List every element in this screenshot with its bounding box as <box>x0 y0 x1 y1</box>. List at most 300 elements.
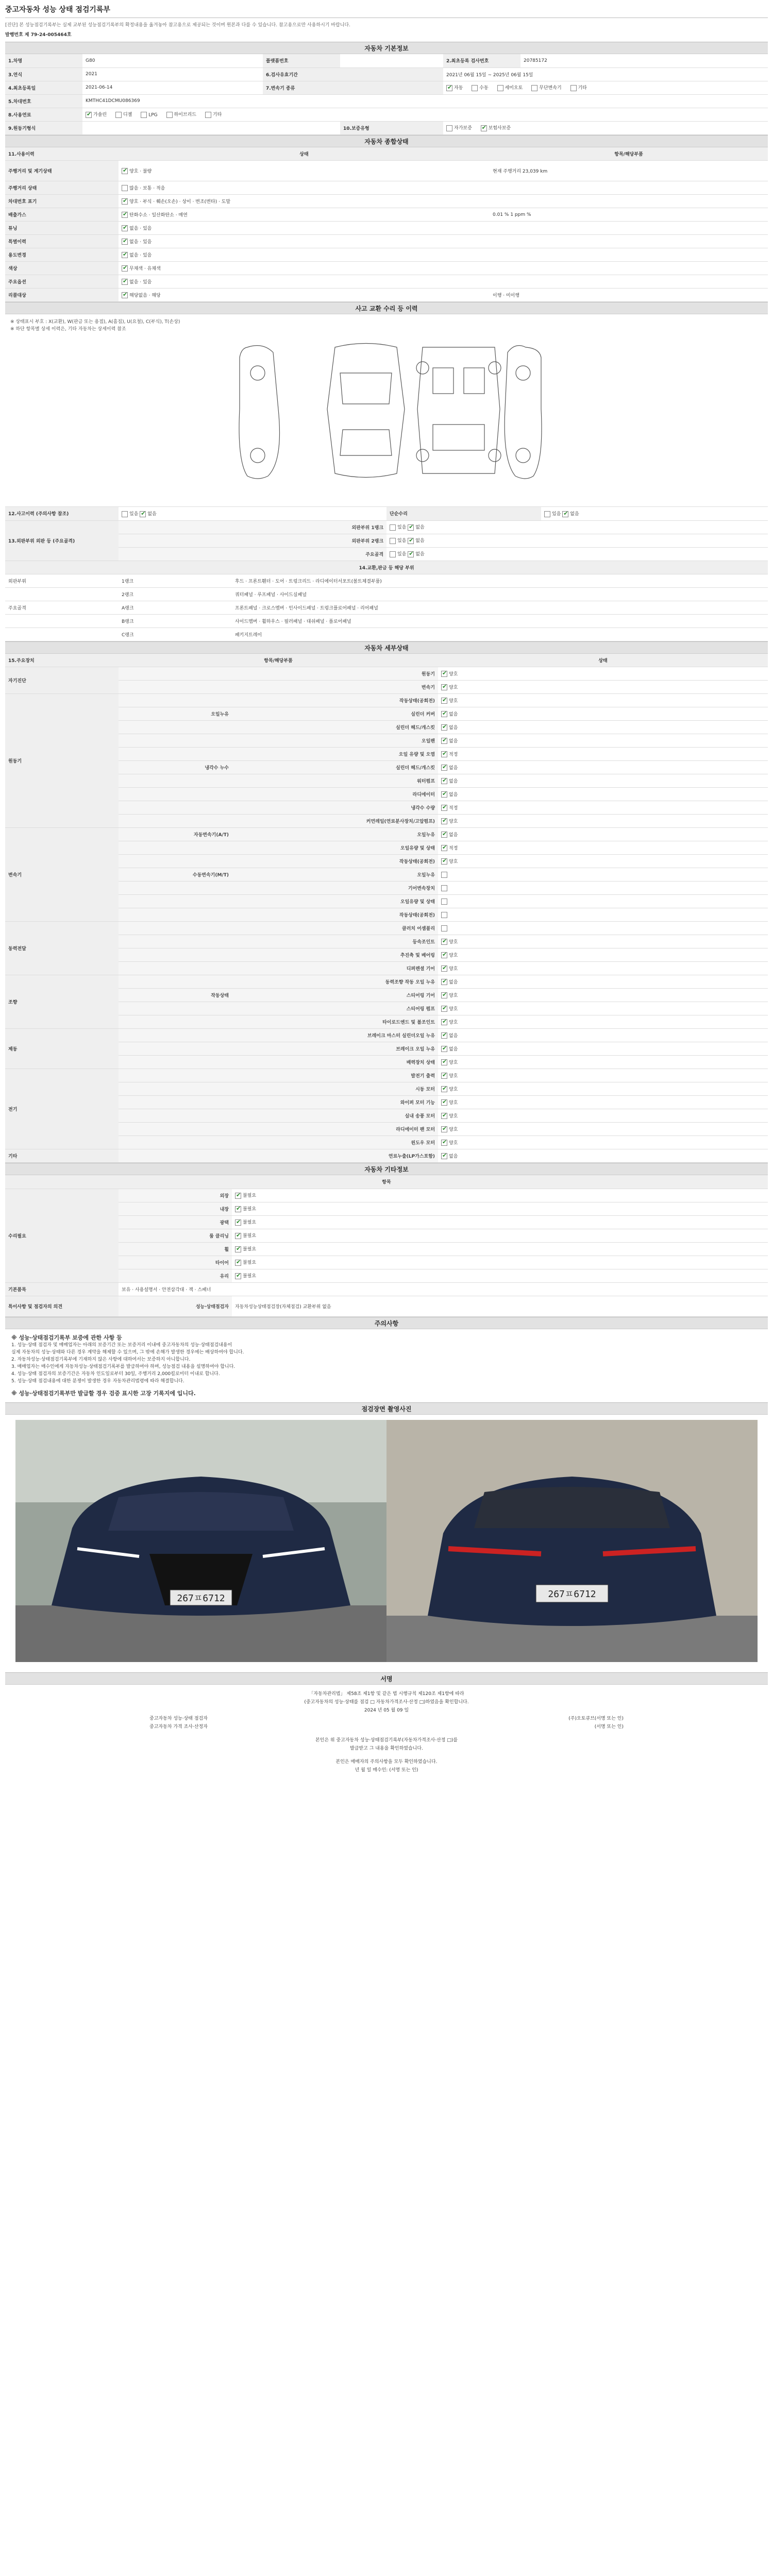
detail-part-label: 추진축 및 베어링 <box>232 948 438 962</box>
checkbox-icon <box>141 112 147 118</box>
repair-label: 단순수리 <box>386 507 541 520</box>
checkbox-icon <box>166 112 173 118</box>
checkbox-icon <box>441 671 447 677</box>
detail-sub-label <box>119 908 232 922</box>
checkbox-icon <box>441 724 447 731</box>
value-year: 2021 <box>82 67 263 81</box>
other-state <box>232 1269 768 1282</box>
car-diagram <box>5 337 768 507</box>
detail-group-label: 변속기 <box>5 828 119 922</box>
other-state-value: 불필요 <box>243 1260 257 1266</box>
detail-state <box>438 1096 768 1109</box>
value-car-name: G80 <box>82 54 263 67</box>
other-state-value: 불필요 <box>243 1220 257 1226</box>
detail-state-value: 양호 <box>449 1060 458 1065</box>
detail-part-label: 발전기 출력 <box>232 1069 438 1082</box>
section-photos: 점검장면 촬영사진 <box>5 1402 768 1415</box>
detail-state <box>438 1029 768 1042</box>
checkbox-icon <box>441 1006 447 1012</box>
general-row-label: 용도변경 <box>5 248 119 262</box>
detail-state <box>438 761 768 774</box>
detail-state <box>438 895 768 908</box>
other-state <box>232 1242 768 1256</box>
detail-sub-label <box>119 1015 232 1029</box>
detail-state <box>438 841 768 855</box>
checkbox-icon <box>446 85 452 91</box>
detail-part-label: 냉각수 수량 <box>232 801 438 815</box>
general-row-label: 주요옵션 <box>5 275 119 289</box>
detail-state <box>438 935 768 948</box>
checkbox-icon <box>122 212 128 218</box>
detail-group-label: 제동 <box>5 1029 119 1069</box>
detail-sub-label <box>119 1082 232 1096</box>
detail-state-value: 없음 <box>449 765 458 771</box>
detail-part-label: 작동상태(공회전) <box>232 855 438 868</box>
detail-sub-label <box>119 1096 232 1109</box>
damage-legend <box>5 314 768 337</box>
detail-sub-label <box>119 1056 232 1069</box>
detail-part-label: 디퍼렌셜 기어 <box>232 962 438 975</box>
detail-state <box>438 815 768 828</box>
detail-sub-label <box>119 734 232 748</box>
other-head: 항목 <box>5 1175 768 1189</box>
label-fuel: 8.사용연료 <box>5 108 82 121</box>
notes-head: ※ 성능·상태점검기록부 보증에 관한 사항 등 <box>11 1334 122 1341</box>
other-state-value: 불필요 <box>243 1247 257 1252</box>
checkbox-icon <box>441 872 447 878</box>
detail-table <box>5 654 768 1163</box>
checkbox-icon <box>441 845 447 851</box>
general-row-label: 리콜대상 <box>5 289 119 302</box>
opinion-value: 자동차성능상태점검장(자체점검) 교환부위 없음 <box>232 1296 768 1317</box>
detail-sub-label <box>119 1029 232 1042</box>
detail-part-label: 라디에이터 <box>232 788 438 801</box>
detail-state <box>438 948 768 962</box>
checkbox-icon <box>497 85 503 91</box>
checkbox-icon <box>441 1073 447 1079</box>
label-warranty: 10.보증유형 <box>340 121 443 134</box>
general-row-state: ✔ 양호 · 부식 · 훼손(오손) · 상이 · 변조(변타) · 도말 <box>119 195 490 208</box>
legend-line: ※ 하단 항목별 상세 이력은, 기타 자동차는 상세이력 참조 <box>10 327 126 332</box>
detail-state-value: 양호 <box>449 1100 458 1106</box>
detail-state-value: 없음 <box>449 1046 458 1052</box>
value-vin: KMTHC41DCMU086369 <box>82 94 768 108</box>
detail-state <box>438 1149 768 1163</box>
general-row-label: 특별이력 <box>5 235 119 248</box>
detail-state-value: 없음 <box>449 711 458 717</box>
checkbox-icon <box>235 1233 241 1239</box>
checkbox-icon <box>122 225 128 231</box>
detail-state-value: 양호 <box>449 939 458 945</box>
detail-sub-label <box>119 855 232 868</box>
other-item-label: 타이어 <box>119 1256 232 1269</box>
detail-state-value: 양호 <box>449 819 458 824</box>
detail-sub-label <box>119 1069 232 1082</box>
checkbox-icon <box>122 265 128 272</box>
general-row-detail: 현재 주행거리 23,039 km <box>490 161 768 181</box>
checkbox-icon <box>570 85 577 91</box>
detail-state <box>438 1002 768 1015</box>
checkbox-icon <box>235 1193 241 1199</box>
label-year: 3.연식 <box>5 67 82 81</box>
general-row-label: 주행거리 상태 <box>5 181 119 195</box>
value-reg-number: 20785172 <box>520 54 768 67</box>
detail-part-label: 시동 모터 <box>232 1082 438 1096</box>
checkbox-icon <box>441 939 447 945</box>
detail-part-label: 오일유량 및 상태 <box>232 841 438 855</box>
checkbox-icon <box>441 952 447 958</box>
section-basic: 자동차 기본정보 <box>5 42 768 54</box>
detail-state-value: 양호 <box>449 698 458 704</box>
checkbox-icon <box>441 1046 447 1052</box>
detail-part-label: 오일누유 <box>232 828 438 841</box>
detail-sub-label <box>119 1042 232 1056</box>
checkbox-icon <box>441 1059 447 1065</box>
detail-sub-label <box>119 774 232 788</box>
checkbox-icon <box>122 168 128 174</box>
detail-state <box>438 681 768 694</box>
detail-state-value: 양호 <box>449 966 458 972</box>
notes-bold: ※ 성능·상태점검기록부만 발급할 경우 검증 표시한 고장 기록지에 입니다. <box>11 1390 196 1397</box>
detail-state <box>438 1109 768 1123</box>
document-title: 중고자동차 성능 상태 점검기록부 <box>5 0 768 18</box>
checkbox-icon <box>441 791 447 798</box>
other-item-label: 유리 <box>119 1269 232 1282</box>
detail-part-label: 기어변속장치 <box>232 882 438 895</box>
photos-row <box>5 1415 768 1672</box>
label-first-reg: 4.최초등록일 <box>5 81 82 94</box>
detail-state <box>438 828 768 841</box>
detail-state <box>438 922 768 935</box>
frame-label: 주요골격 <box>119 547 386 561</box>
checkbox-icon <box>441 1140 447 1146</box>
detail-part-label: 브레이크 오일 누유 <box>232 1042 438 1056</box>
detail-state <box>438 707 768 721</box>
checkbox-icon <box>441 979 447 985</box>
checkbox-icon <box>446 125 452 131</box>
general-row-state: ✔ 해당없음 · 해당 <box>119 289 490 302</box>
detail-sub-label: 작동상태 <box>119 989 232 1002</box>
section-general: 자동차 종합상태 <box>5 135 768 147</box>
detail-state-value: 적정 <box>449 805 458 811</box>
document-number: 발행번호 제 79-24-005464호 <box>5 32 72 38</box>
checkbox-icon <box>140 511 146 517</box>
car-rear-photo <box>386 1420 758 1662</box>
detail-sub-label <box>119 1149 232 1163</box>
detail-state <box>438 801 768 815</box>
checkbox-icon <box>441 1032 447 1039</box>
checkbox-icon <box>115 112 122 118</box>
detail-part-label: 배력장치 상태 <box>232 1056 438 1069</box>
detail-state-value: 없음 <box>449 792 458 798</box>
checkbox-icon <box>441 992 447 998</box>
detail-state-value: 양호 <box>449 1073 458 1079</box>
section-damage: 사고 교환 수리 등 이력 <box>5 302 768 314</box>
fuel-options: ✔ 가솔린 디젤 LPG 하이브리드 기타 <box>82 108 768 121</box>
detail-part-label: 작동상태(공회전) <box>232 908 438 922</box>
detail-sub-label <box>119 1002 232 1015</box>
detail-sub-label <box>119 667 232 681</box>
general-row-state: ✔ 양호 · 불량 <box>119 161 490 181</box>
notice-text: [진단] 본 성능점검기록부는 실제 교부된 성능점검기록부의 확정내용을 옮겨놓아 참고용으로 제공되는 것이며 원본과 다를 수 있습니다. 참고용으로만 사용하시기 바랍니다. <box>5 23 350 28</box>
checkbox-icon <box>441 885 447 891</box>
detail-state-value: 양호 <box>449 993 458 998</box>
checkbox-icon <box>441 765 447 771</box>
checkbox-icon <box>441 698 447 704</box>
detail-sub-label <box>119 788 232 801</box>
other-state <box>232 1256 768 1269</box>
checkbox-icon <box>531 85 537 91</box>
general-state-table <box>5 147 768 302</box>
detail-part-label: 스티어링 펌프 <box>232 1002 438 1015</box>
detail-sub-label <box>119 748 232 761</box>
general-row-state: ✔ 없음 · 있음 <box>119 275 490 289</box>
checkbox-icon <box>122 198 128 205</box>
basic-items-label: 기본품목 <box>5 1283 119 1296</box>
damage-table: 12.사고이력 (주의사항 참조) 있음 ✔없음 단순수리 있음 ✔없음 13.외판부위 외판 등 (주요골격) 외판부위 1랭크 있음 ✔없음 외판부위 2랭크 있음 ✔없음 주요골격 있음 ✔없음 14.교환,판금 등 해당 부위 외판부위 1랭크 후드 · 프론트휀더 · 도어 · 트렁크리드 · 라디에이터서포트(볼트체결부품) 2랭크 쿼터패널 · 루프패널 · 사이드실패널 주요골격 A랭크 프론트패널 · 크로스멤버 · 인사이드패널 · 트렁크플로어패널 · 리어패널 B랭크 사이드멤버 · 휠하우스 · 필러패널 · 대쉬패널 · 플로어패널 C랭크 패키지트레이 <box>5 507 768 641</box>
detail-sub-label <box>119 935 232 948</box>
general-row-detail: 이행 · 미이행 <box>490 289 768 302</box>
detail-state-value: 없음 <box>449 1033 458 1039</box>
opinion-sub: 성능·상태점검자 <box>119 1296 232 1317</box>
checkbox-icon <box>235 1273 241 1279</box>
detail-state <box>438 1123 768 1136</box>
transmission-options: ✔ 자동 수동 세미오토 무단변속기 기타 <box>443 81 768 94</box>
detail-state <box>438 1069 768 1082</box>
detail-head: 상태 <box>438 654 768 667</box>
detail-sub-label: 냉각수 누수 <box>119 761 232 774</box>
detail-part-label: 워터펌프 <box>232 774 438 788</box>
detail-part-label: 오일누유 <box>232 868 438 882</box>
detail-part-label: 등속조인트 <box>232 935 438 948</box>
checkbox-icon <box>441 1153 447 1159</box>
detail-state-value: 적정 <box>449 845 458 851</box>
other-item-label: 휠 <box>119 1242 232 1256</box>
other-state <box>232 1229 768 1242</box>
detail-part-label: 변속기 <box>232 681 438 694</box>
detail-state <box>438 1136 768 1149</box>
detail-sub-label <box>119 841 232 855</box>
detail-sub-label <box>119 922 232 935</box>
detail-state-value: 없음 <box>449 778 458 784</box>
detail-state <box>438 748 768 761</box>
other-state-value: 불필요 <box>243 1274 257 1279</box>
other-item-label: 내장 <box>119 1202 232 1215</box>
detail-state-value: 없음 <box>449 738 458 744</box>
detail-sub-label: 수동변속기(M/T) <box>119 868 232 882</box>
accident-options: 있음 ✔없음 <box>119 507 386 520</box>
detail-part-label: 실내 송풍 모터 <box>232 1109 438 1123</box>
basic-items-value: 보유 · 사용설명서 · 안전삼각대 · 잭 · 스패너 <box>119 1283 768 1296</box>
checkbox-icon <box>441 832 447 838</box>
detail-part-label: 오일팬 <box>232 734 438 748</box>
checkbox-icon <box>235 1206 241 1212</box>
label-car-name: 1.차명 <box>5 54 82 67</box>
detail-part-label: 라디에이터 팬 모터 <box>232 1123 438 1136</box>
checkbox-icon <box>441 899 447 905</box>
detail-head: 15.주요장치 <box>5 654 119 667</box>
detail-state <box>438 855 768 868</box>
detail-state <box>438 788 768 801</box>
detail-state <box>438 882 768 895</box>
checkbox-icon <box>86 112 92 118</box>
detail-state <box>438 734 768 748</box>
detail-part-label: 브레이크 마스터 실린더오일 누유 <box>232 1029 438 1042</box>
sign-area: 「자동차관리법」 제58조 제1항 및 같은 법 시행규칙 제120조 제1항에 따라 (중고자동차의 성능·상태를 점검 □ 자동차가격조사·산정 □)하였음을 확인합니다. 2024 년 05 월 09 일 중고자동차 성능·상태 점검자 (주)오토큐브(서명 또는 인) 중고자동차 가격 조사·산정자 (서명 또는 인) 본인은 위 중고자동차 성능·상태점검기록부(자동차가격조사·산정 □)를 발급받고 그 내용을 확인하였습니다. 본인은 매매자의 주의사항을 모두 확인하였습니다. 년 월 일 매수인: (서명 또는 인) <box>5 1685 768 1780</box>
section-sign: 서명 <box>5 1672 768 1685</box>
other-state <box>232 1215 768 1229</box>
checkbox-icon <box>562 511 568 517</box>
section-other: 자동차 기타정보 <box>5 1163 768 1175</box>
checkbox-icon <box>481 125 487 131</box>
label-engine-type: 9.원동기형식 <box>5 121 82 134</box>
detail-part-label: 클러치 어셈블리 <box>232 922 438 935</box>
checkbox-icon <box>122 185 128 191</box>
detail-part-label: 와이퍼 모터 기능 <box>232 1096 438 1109</box>
detail-state-value: 없음 <box>449 979 458 985</box>
detail-state-value: 없음 <box>449 1154 458 1159</box>
detail-part-label: 스티어링 기어 <box>232 989 438 1002</box>
detail-head: 항목/해당부품 <box>119 654 438 667</box>
general-row-label: 색상 <box>5 262 119 275</box>
detail-state-value: 양호 <box>449 1113 458 1119</box>
car-outline-icon <box>5 337 768 486</box>
detail-state <box>438 721 768 734</box>
value-validity: 2021년 06월 15일 ~ 2025년 06월 15일 <box>443 67 768 81</box>
other-item-label: 광택 <box>119 1215 232 1229</box>
checkbox-icon <box>205 112 211 118</box>
detail-part-label: 작동상태(공회전) <box>232 694 438 707</box>
checkbox-icon <box>441 1126 447 1132</box>
checkbox-icon <box>441 925 447 931</box>
rank2-label: 외판부위 2랭크 <box>119 534 386 547</box>
other-group-label: 수리필요 <box>5 1189 119 1282</box>
other-state-value: 불필요 <box>243 1233 257 1239</box>
checkbox-icon <box>441 684 447 690</box>
checkbox-icon <box>441 738 447 744</box>
other-state-value: 불필요 <box>243 1193 257 1199</box>
general-row-state: ✔ 없음 · 있음 <box>119 248 490 262</box>
warranty-options: 자가보증 ✔ 보험사보증 <box>443 121 768 134</box>
checkbox-icon <box>441 1086 447 1092</box>
detail-part-label: 원동기 <box>232 667 438 681</box>
detail-sub-label <box>119 882 232 895</box>
checkbox-icon <box>441 778 447 784</box>
general-row-label: 주행거리 및 계기상태 <box>5 161 119 181</box>
checkbox-icon <box>441 912 447 918</box>
detail-part-label: 실린더 헤드/개스킷 <box>232 721 438 734</box>
general-row-state: ✔ 무채색 · 유채색 <box>119 262 490 275</box>
label-transmission: 7.변속기 종류 <box>263 81 443 94</box>
detail-group-label: 동력전달 <box>5 922 119 975</box>
repair-options: 있음 ✔없음 <box>541 507 768 520</box>
svg-text:267ㅍ6712: 267ㅍ6712 <box>177 1593 225 1604</box>
checkbox-icon <box>441 1099 447 1106</box>
detail-sub-label <box>119 1136 232 1149</box>
general-row-state: ✔ 없음 · 있음 <box>119 222 490 235</box>
detail-group-label: 조향 <box>5 975 119 1029</box>
value-first-reg: 2021-06-14 <box>82 81 263 94</box>
label-validity: 6.검사유효기간 <box>263 67 443 81</box>
checkbox-icon <box>441 1019 447 1025</box>
detail-part-label: 오일유량 및 상태 <box>232 895 438 908</box>
detail-sub-label <box>119 721 232 734</box>
general-row-state: 많음 · 보통 · 적음 <box>119 181 490 195</box>
label-platform: 플랫폼번호 <box>263 54 340 67</box>
checkbox-icon <box>235 1219 241 1226</box>
detail-state-value: 양호 <box>449 1127 458 1132</box>
exterior-label: 13.외판부위 외판 등 (주요골격) <box>5 520 119 561</box>
detail-part-label: 타이로드엔드 및 볼조인트 <box>232 1015 438 1029</box>
other-item-label: 외장 <box>119 1189 232 1202</box>
checkbox-icon <box>441 965 447 972</box>
detail-sub-label <box>119 962 232 975</box>
svg-text:267ㅍ6712: 267ㅍ6712 <box>548 1589 596 1600</box>
car-front-photo <box>15 1420 386 1662</box>
detail-state-value: 양호 <box>449 671 458 677</box>
detail-state-value: 없음 <box>449 832 458 838</box>
checkbox-icon <box>441 1113 447 1119</box>
checkbox-icon <box>122 279 128 285</box>
basic-info-table <box>5 54 768 135</box>
detail-state <box>438 667 768 681</box>
accident-label: 12.사고이력 (주의사항 참조) <box>5 507 119 520</box>
detail-state <box>438 908 768 922</box>
general-row-label: 배출가스 <box>5 208 119 222</box>
section-detail: 자동차 세부상태 <box>5 641 768 654</box>
checkbox-icon <box>441 818 447 824</box>
detail-state <box>438 1015 768 1029</box>
general-head-state: 상태 <box>119 147 490 161</box>
detail-part-label: 연료누출(LP가스포함) <box>232 1149 438 1163</box>
other-state <box>232 1202 768 1215</box>
detail-sub-label <box>119 895 232 908</box>
checkbox-icon <box>235 1260 241 1266</box>
detail-sub-label <box>119 948 232 962</box>
checkbox-icon <box>441 805 447 811</box>
detail-sub-label <box>119 681 232 694</box>
detail-state <box>438 774 768 788</box>
detail-state-value: 양호 <box>449 685 458 690</box>
detail-group-label: 원동기 <box>5 694 119 828</box>
detail-state-value: 없음 <box>449 725 458 731</box>
detail-sub-label: 오일누유 <box>119 707 232 721</box>
detail-state <box>438 1082 768 1096</box>
general-head-label: 11.사용이력 <box>5 147 119 161</box>
detail-part-label: 윈도우 모터 <box>232 1136 438 1149</box>
detail-part-label: 오일 유량 및 오염 <box>232 748 438 761</box>
value-engine-type <box>82 121 340 134</box>
detail-state-value: 적정 <box>449 752 458 757</box>
checkbox-icon <box>544 511 550 517</box>
detail-sub-label <box>119 975 232 989</box>
opinion-label: 특이사항 및 점검자의 의견 <box>5 1296 119 1317</box>
label-reg-number: 2.최초등록 검사번호 <box>443 54 520 67</box>
value-platform <box>340 54 443 67</box>
detail-state <box>438 975 768 989</box>
detail-sub-label <box>119 1109 232 1123</box>
detail-part-label: 커먼레일(연료분사장치/고압펌프) <box>232 815 438 828</box>
checkbox-icon <box>441 711 447 717</box>
notes-block: ※ 성능·상태점검기록부 보증에 관한 사항 등 1. 성능·상태 점검자 및 매매업자는 아래의 보증기간 또는 보증거리 이내에 중고자동차의 성능·상태점검내용이 실제 자동차의 성능·상태와 다른 경우 계약을 해제할 수 있으며, 그 밖에 손해가 발생한 경우에는 배상하여야 합니다. 2. 자동차성능·상태점검기록부에 기재하지 않은 사항에 대하여서는 보증하지 아니합니다. 3. 매매업자는 매수인에게 자동차성능·상태점검기록부를 발급하여야 하며, 성능점검 내용을 설명하여야 합니다. 4. 성능·상태 점검자의 보증기간은 자동차 인도일로부터 30일, 주행거리 2,000킬로미터 이내로 합니다. 5. 성능·상태 점검내용에 대한 분쟁이 발생한 경우 자동차관리법령에 따라 해결합니다. ※ 성능·상태점검기록부만 발급할 경우 검증 표시한 고장 기록지에 입니다. <box>5 1329 768 1402</box>
general-row-detail: 0.01 % 1 ppm % <box>490 208 768 222</box>
general-row-state: ✔ 없음 · 있음 <box>119 235 490 248</box>
detail-part-label: 동력조향 작동 오일 누유 <box>232 975 438 989</box>
detail-part-label: 실린더 헤드/개스킷 <box>232 761 438 774</box>
detail-state <box>438 1042 768 1056</box>
detail-state-value: 양호 <box>449 1140 458 1146</box>
detail-sub-label <box>119 801 232 815</box>
